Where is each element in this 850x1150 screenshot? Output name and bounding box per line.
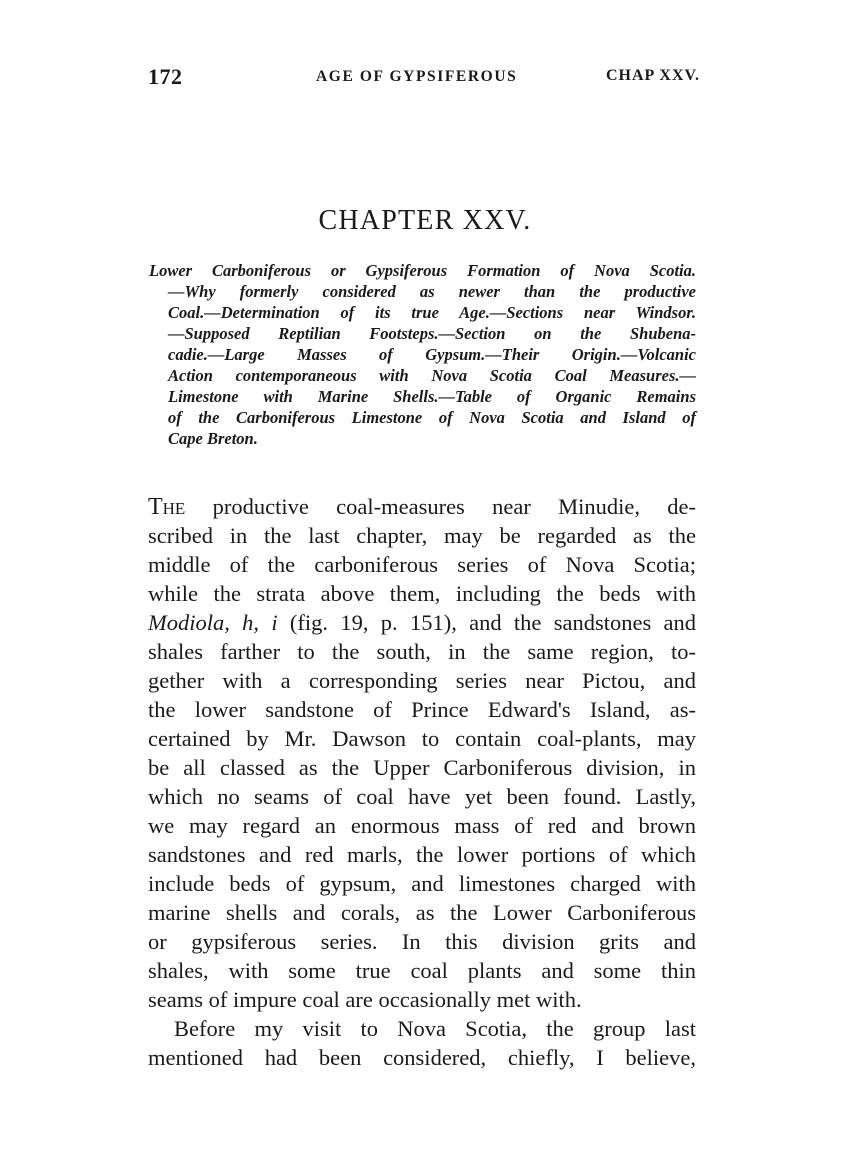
body-text [148,492,696,1072]
summary-line: Coal.—Determination of its true Age.—Sections near Windsor. [168,303,696,322]
summary-line: Lower Carboniferous or Gypsiferous Formation of Nova Scotia. [149,261,696,280]
body-line: certained by Mr. Dawson to contain coal-plants, may [148,726,696,751]
chapter-title: CHAPTER XXV. [318,205,532,236]
body-line: seams of impure coal are occasionally met with. [148,987,582,1012]
body-line: middle of the carboniferous series of Nova Scotia; [148,552,696,577]
running-header [148,64,700,94]
summary-line: Cape Breton. [168,429,258,448]
body-line: we may regard an enormous mass of red and brown [148,813,696,838]
body-line: while the strata above them, including the beds with [148,581,696,606]
body-line: or gypsiferous series. In this division grits and [148,929,696,954]
summary-line: Limestone with Marine Shells.—Table of Organic Remains [168,387,696,406]
body-line: Before my visit to Nova Scotia, the group last [174,1016,696,1041]
summary-line: of the Carboniferous Limestone of Nova Scotia and Island of [168,408,696,427]
body-line [148,492,696,521]
summary-line: —Why formerly considered as newer than the productive [168,282,696,301]
body-line: scribed in the last chapter, may be regarded as the [148,523,696,548]
body-line: marine shells and corals, as the Lower Carboniferous [148,900,696,925]
page-number: 172 [148,64,183,89]
lead-word: The [148,494,186,520]
summary-line: cadie.—Large Masses of Gypsum.—Their Origin.—Volcanic [168,345,696,364]
summary-line: —Supposed Reptilian Footsteps.—Section on the Shubena- [168,324,696,343]
body-line: sandstones and red marls, the lower portions of which [148,842,696,867]
summary-line: Action contemporaneous with Nova Scotia Coal Measures.— [168,366,696,385]
genus-name: Modiola, h, i [148,610,278,635]
running-title: AGE OF GYPSIFEROUS [316,68,518,85]
chapter-reference: CHAP XXV. [605,67,700,84]
body-line-text: (fig. 19, p. 151), and the sandstones and [277,610,696,635]
body-line [148,608,696,637]
body-line: shales, with some true coal plants and some thin [148,958,696,983]
chapter-summary [149,260,696,449]
body-line: which no seams of coal have yet been found. Lastly, [148,784,696,809]
body-line: be all classed as the Upper Carboniferous division, in [148,755,696,780]
body-line: shales farther to the south, in the same region, to- [148,639,696,664]
body-line: include beds of gypsum, and limestones charged with [148,871,696,896]
body-line: mentioned had been considered, chiefly, I believe, [148,1045,696,1070]
body-line-text: productive coal-measures near Minudie, de- [185,494,696,519]
body-line: the lower sandstone of Prince Edward's Island, as- [148,697,696,722]
body-line: gether with a corresponding series near Pictou, and [148,668,696,693]
